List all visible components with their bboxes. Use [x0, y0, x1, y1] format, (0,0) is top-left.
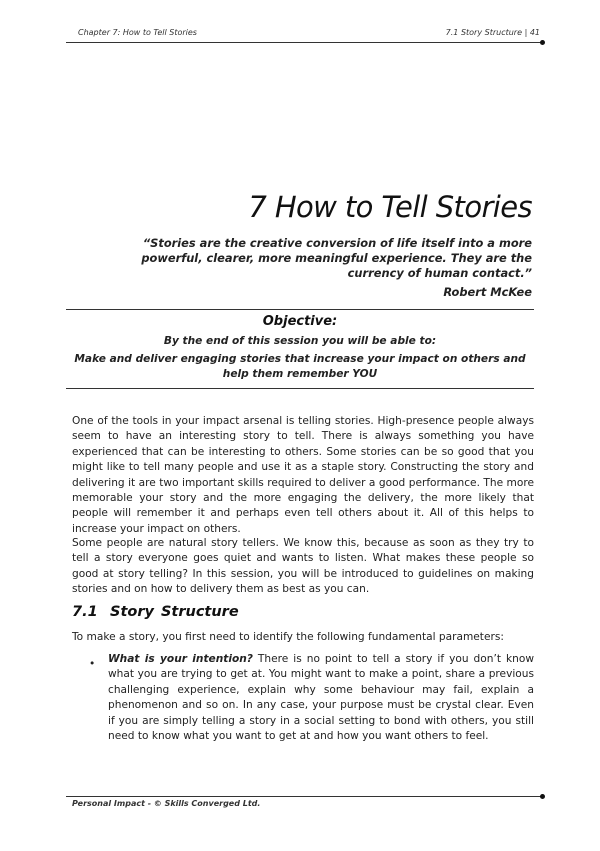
header-page-number: 41	[529, 28, 540, 37]
bullet-marker: •	[89, 658, 96, 670]
section-title: Story Structure	[110, 604, 239, 620]
section-intro: To make a story, you first need to identify the following fundamental parameters:	[72, 631, 504, 643]
objective-intro: By the end of this session you will be able to:	[163, 335, 437, 347]
header-section-label: 7.1 Story Structure	[445, 28, 523, 37]
body-paragraph-1: One of the tools in your impact arsenal is telling stories. High-presence people always seem to have an interesting story to tell. There is always something you have experienced that can be interesting to others. Some stories can be so good that you might like to tell many people and use it as a staple story. Constructing the story and delivering it are two important skills required to deliver a good performance. The more memorable your story and the more engaging the delivery, the more likely that people will remember it and perhaps even tell others about it. All of this helps to increase your impact on others.	[72, 415, 534, 535]
list-item	[108, 652, 534, 744]
footer-rule	[66, 796, 542, 797]
quote-author: Robert McKee	[443, 285, 532, 299]
section-heading	[72, 604, 239, 620]
bullet-body: There is no point to tell a story if you don’t know what you are trying to get at. You might want to make a point, share a previous challenging experience, explain why some behaviour may fail, explain a phenomenon and so on. In any case, your purpose must be crystal clear. Even if you are simply telling a story in a social setting to bond with others, you still need to know what you want to get at and how you want others to feel.	[108, 653, 535, 743]
objective-box	[66, 309, 534, 389]
section-number: 7.1	[72, 604, 98, 620]
footer-text: Personal Impact - © Skills Converged Ltd.	[72, 799, 261, 808]
header-rule-dot	[540, 40, 545, 45]
bullet-lead: What is your intention?	[108, 653, 253, 665]
body-paragraph-2: Some people are natural story tellers. We know this, because as soon as they try to tell a story everyone goes quiet and wants to listen. What makes these people so good at story telling? In this session, you will be introduced to guidelines on making stories and on how to delivery them as best as you can.	[72, 537, 534, 596]
footer-rule-dot	[540, 794, 545, 799]
header-separator: |	[524, 28, 528, 37]
header-chapter-label: Chapter 7: How to Tell Stories	[78, 28, 197, 37]
chapter-quote: “Stories are the creative conversion of life itself into a more powerful, clearer, more meaningful experience. They are the currency of human contact.”	[141, 236, 532, 280]
objective-statement-line2: help them remember YOU	[222, 368, 378, 380]
chapter-title: 7 How to Tell Stories	[248, 190, 532, 224]
header-rule	[66, 42, 542, 43]
header-section-page	[446, 28, 540, 37]
objective-title: Objective:	[262, 314, 338, 329]
objective-statement-line1: Make and deliver engaging stories that increase your impact on others and	[74, 353, 526, 365]
